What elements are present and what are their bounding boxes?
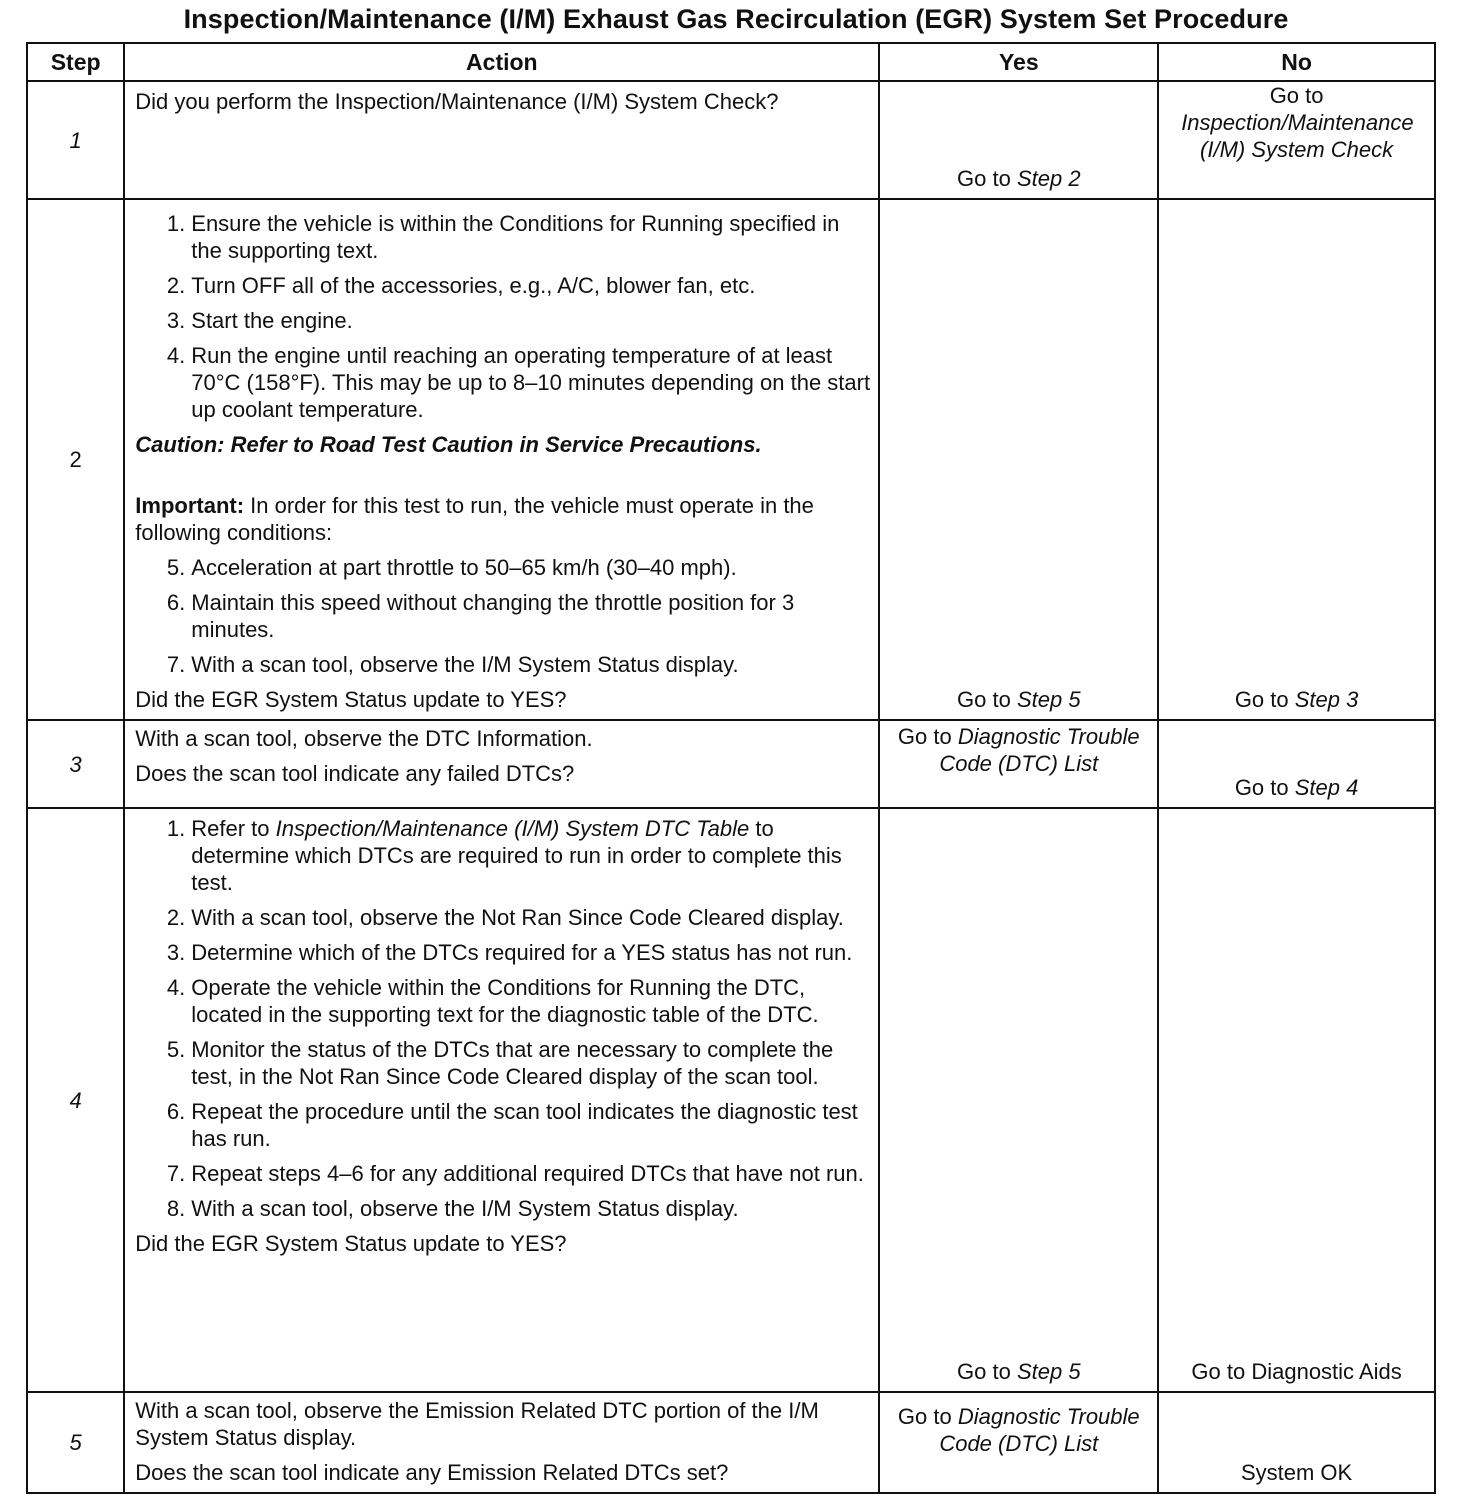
yes-link[interactable]: Diagnostic Trouble Code (DTC) List bbox=[939, 1404, 1140, 1456]
no-cell bbox=[1158, 808, 1435, 1392]
no-link[interactable]: Inspection/Maintenance (I/M) System Check bbox=[1181, 110, 1414, 162]
action-cell bbox=[124, 1392, 879, 1493]
page-title: Inspection/Maintenance (I/M) Exhaust Gas Recirculation (EGR) System Set Procedure bbox=[183, 4, 1289, 34]
action-list bbox=[135, 554, 870, 678]
table-row-step-1 bbox=[27, 81, 1435, 199]
list-item: 3. Determine which of the DTCs required for a YES status has not run. bbox=[166, 940, 853, 965]
caution-text: Caution: Refer to Road Test Caution in Service Precautions. bbox=[135, 432, 762, 457]
step-number: 5 bbox=[27, 1392, 124, 1493]
list-item: 7. With a scan tool, observe the I/M System Status display. bbox=[166, 652, 739, 677]
important-note: Important: In order for this test to run, the vehicle must operate in the following conditions: bbox=[135, 493, 814, 545]
list-item: 1. Ensure the vehicle is within the Conditions for Running specified in the supporting text. bbox=[166, 211, 840, 263]
list-item: 6. Repeat the procedure until the scan tool indicates the diagnostic test has run. bbox=[166, 1099, 858, 1151]
list-item: 2. With a scan tool, observe the Not Ran Since Code Cleared display. bbox=[166, 905, 844, 930]
action-cell bbox=[124, 81, 879, 199]
no-link[interactable]: Step 3 bbox=[1294, 687, 1359, 712]
question: Did the EGR System Status update to YES? bbox=[135, 687, 567, 712]
list-item: 5. Acceleration at part throttle to 50–65 km/h (30–40 mph). bbox=[166, 555, 737, 580]
header-step: Step bbox=[27, 43, 124, 81]
no-prefix: Go to bbox=[1269, 83, 1324, 108]
yes-cell: Go to Step 5 bbox=[879, 808, 1158, 1392]
no-cell: Go to Step 3 bbox=[1158, 199, 1435, 720]
yes-link[interactable]: Step 5 bbox=[1016, 1359, 1081, 1384]
header-row bbox=[27, 43, 1435, 81]
question: Did the EGR System Status update to YES? bbox=[135, 1231, 567, 1256]
action-cell bbox=[124, 199, 879, 720]
list-item: 7. Repeat steps 4–6 for any additional required DTCs that have not run. bbox=[166, 1161, 864, 1186]
list-item: 5. Monitor the status of the DTCs that are necessary to complete the test, in the Not Ran Since Code Cleared display of the scan tool. bbox=[166, 1037, 834, 1089]
yes-link[interactable]: Step 2 bbox=[1016, 166, 1081, 191]
list-item: 8. With a scan tool, observe the I/M System Status display. bbox=[166, 1196, 739, 1221]
no-cell: Go to Step 4 bbox=[1158, 720, 1435, 808]
question: Did you perform the Inspection/Maintenance (I/M) System Check? bbox=[135, 89, 779, 114]
no-cell bbox=[1158, 1392, 1435, 1493]
step-number: 2 bbox=[27, 199, 124, 720]
procedure-table bbox=[26, 42, 1436, 1494]
list-item: 4. Run the engine until reaching an operating temperature of at least 70°C (158°F). This may be up to 8–10 minutes depending on the start up coolant temperature. bbox=[166, 343, 871, 422]
yes-cell bbox=[879, 81, 1158, 199]
yes-link[interactable]: Step 5 bbox=[1016, 687, 1081, 712]
list-item: 3. Start the engine. bbox=[166, 308, 353, 333]
header-no: No bbox=[1158, 43, 1435, 81]
list-item: 6. Maintain this speed without changing the throttle position for 3 minutes. bbox=[166, 590, 795, 642]
table-row-step-5 bbox=[27, 1392, 1435, 1493]
list-item: 4. Operate the vehicle within the Conditions for Running the DTC, located in the supporting text for the diagnostic table of the DTC. bbox=[166, 975, 819, 1027]
yes-cell: Go to Step 5 bbox=[879, 199, 1158, 720]
action-list bbox=[135, 210, 870, 423]
question: Does the scan tool indicate any failed DTCs? bbox=[135, 761, 575, 786]
action-cell bbox=[124, 720, 879, 808]
action-cell bbox=[124, 808, 879, 1392]
step-number: 4 bbox=[27, 808, 124, 1392]
step-number: 3 bbox=[27, 720, 124, 808]
table-row-step-4 bbox=[27, 808, 1435, 1392]
yes-cell: Go to Diagnostic Trouble Code (DTC) List bbox=[879, 720, 1158, 808]
action-line: With a scan tool, observe the DTC Information. bbox=[135, 726, 593, 751]
no-cell bbox=[1158, 81, 1435, 199]
yes-cell: Go to Diagnostic Trouble Code (DTC) List bbox=[879, 1392, 1158, 1493]
list-item: 1. Refer to Inspection/Maintenance (I/M) System DTC Table to determine which DTCs are required to run in order to complete this test. bbox=[166, 816, 842, 895]
no-link[interactable]: Step 4 bbox=[1294, 775, 1359, 800]
yes-prefix: Go to bbox=[957, 166, 1011, 191]
table-row-step-2 bbox=[27, 199, 1435, 720]
question: Does the scan tool indicate any Emission Related DTCs set? bbox=[135, 1460, 729, 1485]
action-line: With a scan tool, observe the Emission Related DTC portion of the I/M System Status display. bbox=[135, 1398, 819, 1450]
yes-link[interactable]: Diagnostic Trouble Code (DTC) List bbox=[939, 724, 1140, 776]
header-yes: Yes bbox=[879, 43, 1158, 81]
no-text[interactable]: Go to Diagnostic Aids bbox=[1191, 1359, 1402, 1384]
list-item: 2. Turn OFF all of the accessories, e.g., A/C, blower fan, etc. bbox=[166, 273, 756, 298]
step-number: 1 bbox=[27, 81, 124, 199]
dtc-table-link[interactable]: Inspection/Maintenance (I/M) System DTC Table bbox=[275, 816, 750, 841]
header-action: Action bbox=[124, 43, 879, 81]
action-list bbox=[135, 815, 870, 1222]
no-text: System OK bbox=[1240, 1460, 1353, 1485]
table-row-step-3 bbox=[27, 720, 1435, 808]
